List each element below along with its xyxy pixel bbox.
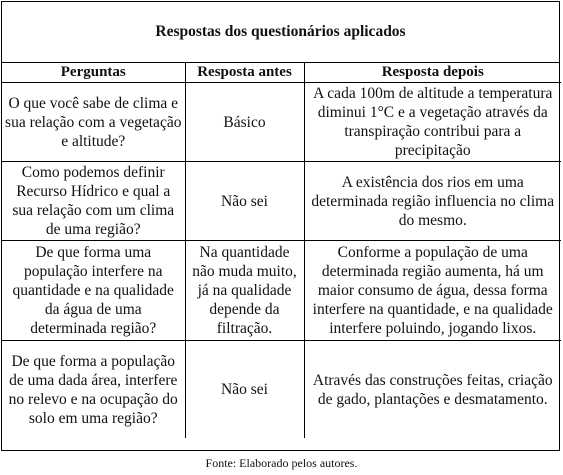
cell-pergunta: Como podemos definir Recurso Hídrico e qual a sua relação com um clima de uma região? — [2, 162, 185, 241]
header-resposta-depois: Resposta depois — [304, 63, 561, 83]
cell-pergunta: O que você sabe de clima e sua relação com a vegetação e altitude? — [2, 83, 185, 162]
cell-resposta-depois: A existência dos rios em uma determinada região influencia no clima do mesmo. — [304, 162, 561, 241]
cell-resposta-antes: Na quantidade não muda muito, já na qualidade depende da filtração. — [185, 241, 304, 341]
questionnaire-table-frame — [1, 1, 560, 451]
questionnaire-table — [2, 63, 561, 438]
table-row — [2, 241, 561, 341]
table-title: Respostas dos questionários aplicados — [2, 2, 559, 63]
cell-resposta-depois: A cada 100m de altitude a temperatura diminui 1°C e a vegetação através da transpiração contribui para a precipitação — [304, 83, 561, 162]
cell-pergunta: De que forma a população de uma dada área, interfere no relevo e na ocupação do solo em uma região? — [2, 341, 185, 439]
header-perguntas: Perguntas — [2, 63, 185, 83]
table-row — [2, 83, 561, 162]
table-row — [2, 341, 561, 439]
cell-resposta-antes: Não sei — [185, 162, 304, 241]
cell-pergunta: De que forma uma população interfere na quantidade e na qualidade da água de uma determinada região? — [2, 241, 185, 341]
table-row — [2, 162, 561, 241]
cell-resposta-antes: Básico — [185, 83, 304, 162]
header-resposta-antes: Resposta antes — [185, 63, 304, 83]
cell-resposta-depois: Conforme a população de uma determinada região aumenta, há um maior consumo de água, dessa forma interfere na quantidade, e na qualidade interfere poluindo, jogando lixos. — [304, 241, 561, 341]
table-header-row — [2, 63, 561, 83]
table-source-note: Fonte: Elaborado pelos autores. — [205, 456, 358, 470]
cell-resposta-antes: Não sei — [185, 341, 304, 439]
cell-resposta-depois: Através das construções feitas, criação de gado, plantações e desmatamento. — [304, 341, 561, 439]
